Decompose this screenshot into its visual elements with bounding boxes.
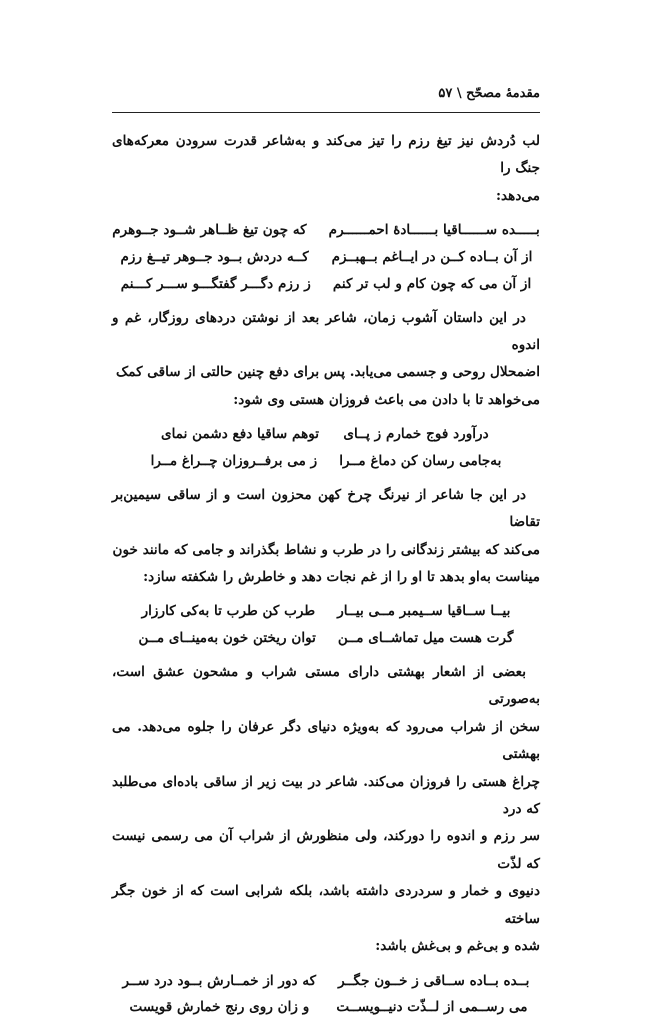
hemistich-first: بیــا ســاقیا ســیمبر مــی بیــار: [337, 603, 511, 620]
running-head: مقدمهٔ مصحّح \ ۵۷: [438, 86, 540, 101]
couplet: [112, 625, 540, 652]
verse-block: [112, 968, 540, 1022]
hemistich-first: بـــــده ســــــاقیا بــــــادهٔ احمــــــرم: [328, 222, 540, 239]
paragraph-line: دنیوی و خمار و سردردی داشته باشد، بلکه شرابی است که از خون جگر ساخته: [112, 883, 540, 927]
couplet: [112, 448, 540, 475]
couplet: [112, 271, 540, 298]
page-body: [112, 128, 540, 1028]
hemistich-second: ز می برفــروزان چــراغ مــرا: [150, 453, 318, 470]
paragraph: [112, 128, 540, 210]
hemistich-second: توان ریختن خون به‌مینــای مــن: [138, 630, 316, 647]
hemistich-second: و زان روی رنج خمارش قویست: [129, 999, 310, 1016]
paragraph: [112, 659, 540, 960]
paragraph-line: لب دُردش نیز تیغ رزم را تیز می‌کند و به‌شاعر قدرت سرودن معرکه‌های جنگ را: [112, 133, 540, 177]
hemistich-second: طرب کن طرب تا به‌کی کارزار: [141, 603, 316, 620]
couplet: [112, 244, 540, 271]
hemistich-first: گرت هست میل تماشــای مــن: [337, 630, 514, 647]
hemistich-first: به‌جامی رسان کن دماغ مــرا: [339, 453, 502, 470]
hemistich-second: ز رزم دگـــر گفتگـــو ســـر کـــنم: [120, 275, 311, 292]
paragraph-line: در این جا شاعر از نیرنگ چرخ کهن محزون است و از ساقی سیمین‌بر تقاضا: [112, 486, 540, 531]
paragraph-line: سخن از شراب می‌رود که به‌ویژه دنیای دگر عرفان را جلوه می‌دهد. می بهشتی: [112, 718, 540, 763]
paragraph-line: بعضی از اشعار بهشتی دارای مستی شراب و مشحون عشق است، به‌صورتی: [112, 664, 540, 708]
paragraph-line: در این داستان آشوب زمان، شاعر بعد از نوشتن دردهای روزگار، غم و اندوه: [112, 309, 540, 354]
verse-block: [112, 598, 540, 652]
verse-block: [112, 421, 540, 475]
couplet: [112, 598, 540, 625]
paragraph-line: می‌کند که بیشتر زندگانی را در طرب و نشاط بگذراند و جامی که مانند خون: [112, 541, 540, 558]
paragraph: [112, 482, 540, 592]
hemistich-first: از آن می که چون کام و لب تر کنم: [332, 275, 532, 292]
couplet: [112, 994, 540, 1021]
hemistich-first: درآورد فوج خمارم ز پــای: [343, 426, 489, 443]
hemistich-second: توهم ساقیا دفع دشمن نمای: [160, 426, 320, 443]
couplet: [112, 217, 540, 244]
paragraph-line: می‌دهد:: [496, 187, 540, 204]
hemistich-first: از آن بــاده کــن در ایــاغم بــهبــزم: [331, 249, 533, 266]
paragraph-line: اضمحلال روحی و جسمی می‌یابد. پس برای دفع چنین حالتی از ساقی کمک: [116, 364, 540, 381]
hemistich-second: کــه دردش بــود جــوهر تیــغ رزم: [120, 249, 309, 266]
paragraph-line: سر رزم و اندوه را دورکند، ولی منظورش از شراب آن می رسمی نیست که لذّت: [112, 828, 540, 872]
paragraph-line: شده و بی‌غم و بی‌غش باشد:: [375, 938, 540, 955]
hemistich-first: بــده بــاده ســاقی ز خــون جگــر: [338, 972, 530, 989]
verse-block: [112, 217, 540, 297]
hemistich-second: که چون تیغ ظــاهر شــود جــوهرم: [112, 222, 307, 239]
paragraph-line: می‌خواهد تا با دادن می باعث فروزان هستی وی شود:: [233, 391, 540, 408]
paragraph: [112, 305, 540, 415]
paragraph-line: میناست به‌او بدهد تا او را از غم نجات دهد و خاطرش را شکفته سازد:: [143, 569, 540, 586]
hemistich-first: می رســمی از لــذّت دنیــویســت: [336, 999, 528, 1016]
paragraph-line: چراغ هستی را فروزان می‌کند. شاعر در بیت زیر از ساقی باده‌ای می‌طلبد که درد: [112, 773, 540, 818]
couplet: [112, 421, 540, 448]
couplet: [112, 968, 540, 995]
page-header: [112, 86, 540, 113]
hemistich-second: که دور از خمــارش بــود درد ســر: [122, 972, 317, 989]
